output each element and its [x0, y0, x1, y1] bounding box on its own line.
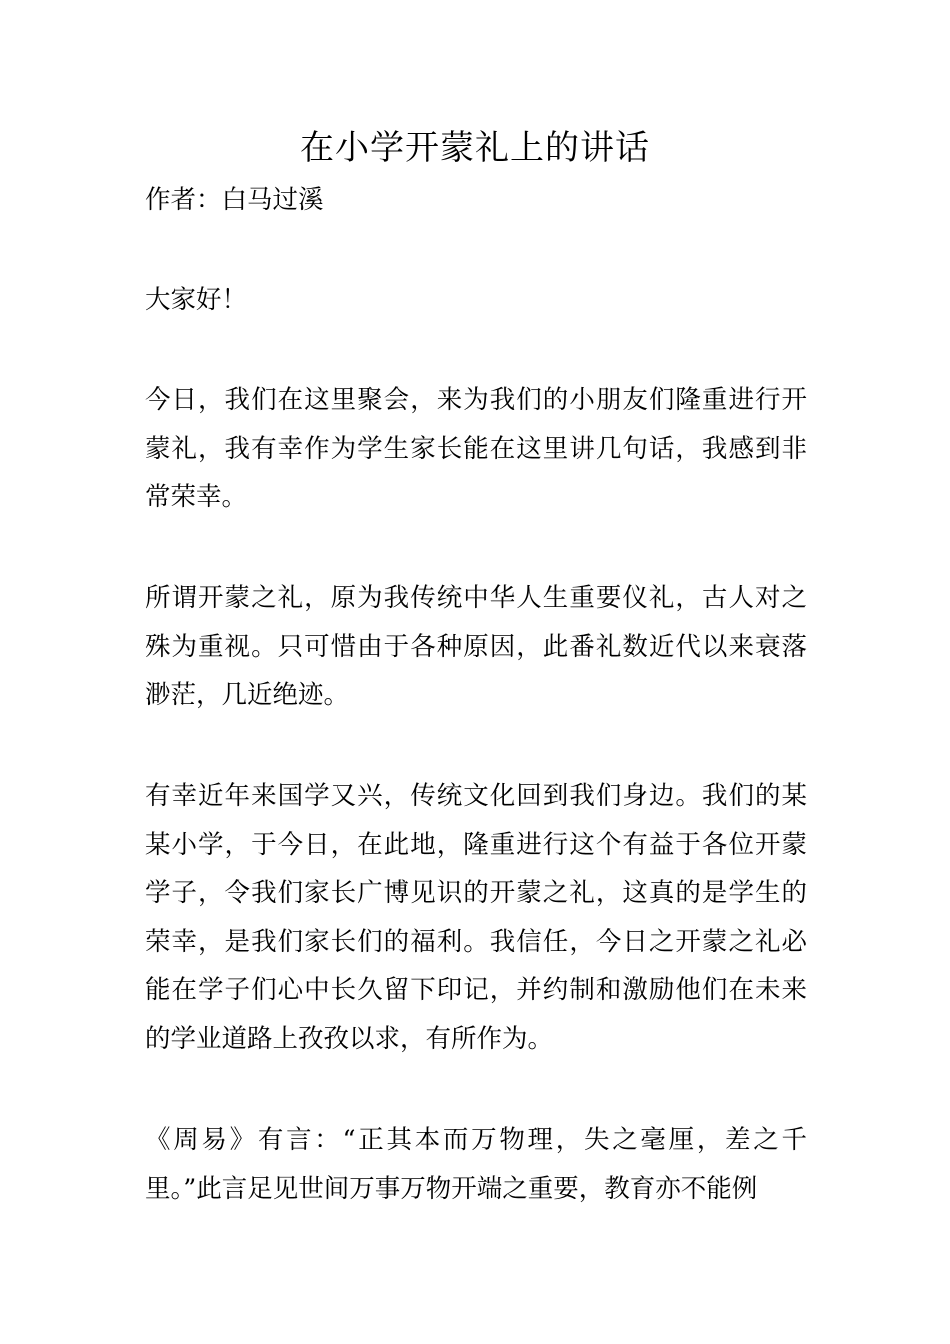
paragraph-1: 今日，我们在这里聚会，来为我们的小朋友们隆重进行开蒙礼，我有幸作为学生家长能在这里讲几句话，我感到非常荣幸。 — [145, 385, 807, 512]
paragraph-3: 有幸近年来国学又兴，传统文化回到我们身边。我们的某某小学，于今日，在此地，隆重进行这个有益于各位开蒙学子，令我们家长广博见识的开蒙之礼，这真的是学生的荣幸，是我们家长们的福利。我信任，今日之开蒙之礼必能在学子们心中长久留下印记，并约制和激励他们在未来的学业道路上孜孜以求，有所作为。 — [145, 781, 807, 1054]
document-title: 在小学开蒙礼上的讲话 — [300, 128, 650, 168]
greeting: 大家好！ — [145, 285, 248, 315]
paragraph-2: 所谓开蒙之礼，原为我传统中华人生重要仪礼，古人对之殊为重视。只可惜由于各种原因，此番礼数近代以来衰落渺茫，几近绝迹。 — [145, 583, 807, 710]
paragraph-4: 《周易》有言：“正其本而万物理，失之毫厘，差之千里。”此言足见世间万事万物开端之重要，教育亦不能例 — [145, 1125, 807, 1204]
author-line: 作者：白马过溪 — [145, 185, 324, 215]
